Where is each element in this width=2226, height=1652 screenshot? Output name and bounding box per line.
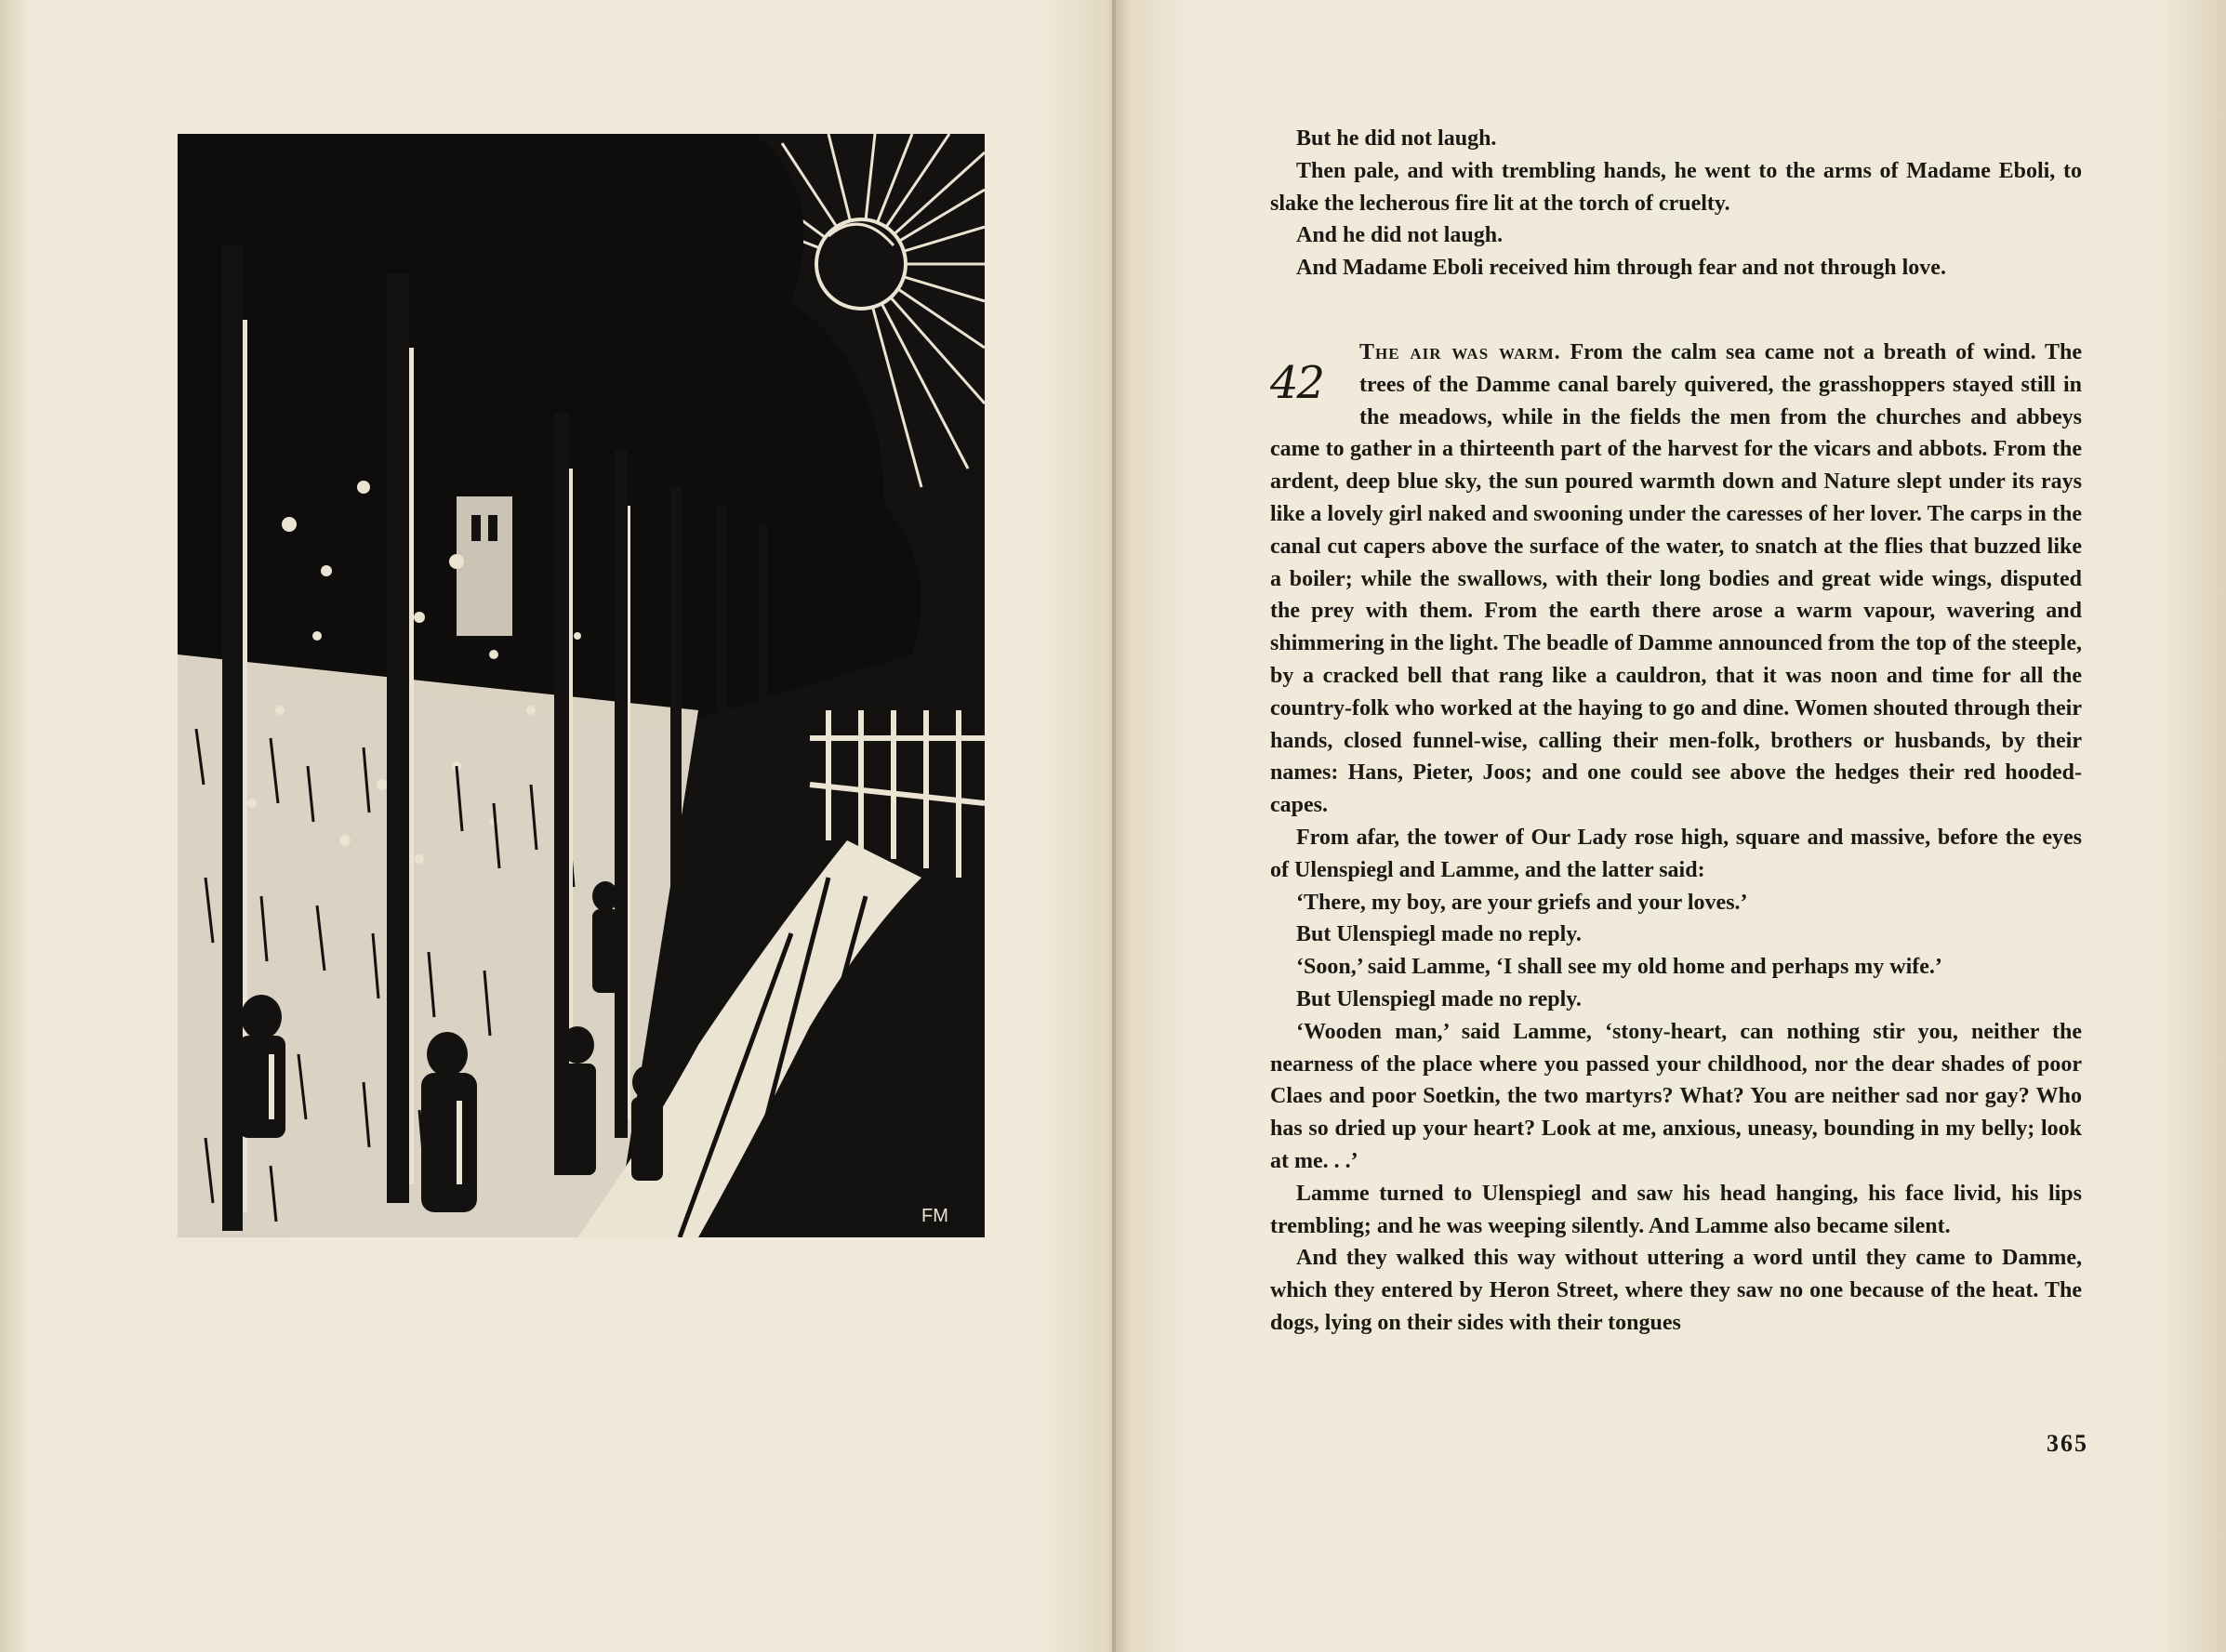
chapter-first-paragraph (1270, 337, 2082, 822)
paragraph-4: ‘Soon,’ said Lamme, ‘I shall see my old home and perhaps my wife.’ (1296, 955, 1942, 980)
paragraph-1: From afar, the tower of Our Lady rose high, square and massive, before the eyes of Ulenspiegl and Lamme, and the latter said: (1270, 825, 2082, 882)
section-break (1270, 284, 2082, 337)
chapter-first-paragraph-text: From the calm sea came not a breath of wind. The trees of the Damme canal barely quivered, the grasshoppers stayed still in the meadows, while in the fields the men from the churches and abbeys came to gather in a thirteenth part of the harvest for the vicars and abbots. From the ardent, deep blue sky, the sun poured warmth down and Nature slept under its rays like a lovely girl naked and swooning under the caresses of her lover. The carps in the canal cut capers above the surface of the water, to snatch at the flies that buzzed like a boiler; while the swallows, with their long bodies and great wide wings, disputed the prey with them. From the earth there arose a warm vapour, wavering and shimmering in the light. The beadle of Damme announced from the top of the steeple, by a cracked bell that rang like a cauldron, that it was noon and time for all the country-folk who worked at the haying to go and dine. Women shouted through their hands, closed funnel-wise, calling their men-folk, brothers or husbands, by their names: Hans, Pieter, Joos; and one could see above the hedges their red hooded-capes. (1270, 339, 2082, 818)
chapter-section (1270, 337, 2082, 822)
paragraph-7: Lamme turned to Ulenspiegl and saw his head hanging, his face livid, his lips trembling; and he was weeping silently. And Lamme also became silent. (1270, 1181, 2082, 1238)
chapter-lead-in: The air was warm. (1359, 339, 1561, 364)
woodcut-canal-scene (178, 134, 985, 1237)
paragraph-2: ‘There, my boy, are your griefs and your loves.’ (1296, 890, 1748, 915)
woodcut-illustration (178, 134, 985, 1237)
opening-paragraph-3: And he did not laugh. (1296, 223, 1504, 248)
opening-paragraph-1: But he did not laugh. (1296, 126, 1497, 151)
paragraph-3: But Ulenspiegl made no reply. (1296, 922, 1582, 947)
sun (816, 219, 906, 309)
church-tower (457, 496, 512, 636)
paragraph-6: ‘Wooden man,’ said Lamme, ‘stony-heart, can nothing stir you, neither the nearness of the place where you passed your childhood, nor the dear shades of poor Claes and poor Soetkin, the two martyrs? What? You are neither sad nor gay? Who has so dried up your heart? Look at me, anxious, uneasy, bounding in my belly; look at me. . .’ (1270, 1019, 2082, 1173)
opening-paragraph-2: Then pale, and with trembling hands, he went to the arms of Madame Eboli, to slake the lecherous fire lit at the torch of cruelty. (1270, 158, 2082, 216)
opening-paragraph-4: And Madame Eboli received him through fear and not through love. (1296, 256, 1946, 281)
page-text (1270, 123, 2082, 1340)
paragraph-8: And they walked this way without uttering a word until they came to Damme, which they entered by Heron Street, where they saw no one because of the heat. The dogs, lying on their sides with their tongues (1270, 1246, 2082, 1335)
page-number: 365 (2047, 1430, 2088, 1457)
artist-signature: FM (921, 1206, 948, 1226)
chapter-number: 42 (1270, 356, 1324, 409)
paragraph-5: But Ulenspiegl made no reply. (1296, 986, 1582, 1011)
